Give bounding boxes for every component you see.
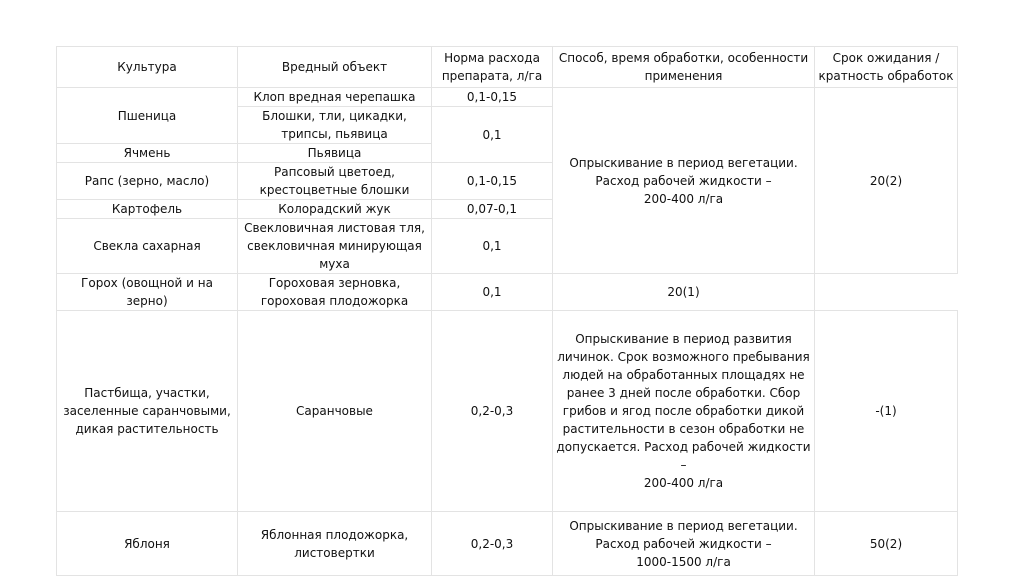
pest-line: свекловичная минирующая (247, 239, 422, 253)
method-line: Расход рабочей жидкости – (595, 536, 772, 551)
crop-barley: Ячмень (57, 144, 238, 163)
crop-wheat: Пшеница (57, 88, 238, 144)
crop-apple: Яблоня (57, 512, 238, 576)
rate-peas: 0,1 (432, 274, 553, 311)
table-row (57, 512, 958, 576)
pest-line: Яблонная плодожорка, (260, 527, 409, 542)
table-row (57, 274, 958, 311)
wait-pasture: -(1) (815, 311, 958, 512)
wait-apple: 50(2) (815, 512, 958, 576)
header-method (553, 47, 815, 88)
method-line: людей на обработанных площадях не (562, 368, 805, 382)
pest-line: трипсы, пьявица (281, 127, 388, 141)
pest-apple (238, 512, 432, 576)
wait-peas: 20(1) (553, 274, 815, 311)
header-rate-line: препарата, л/га (441, 69, 543, 83)
method-line: Расход рабочей жидкости – (595, 173, 772, 188)
pest-peas (238, 274, 432, 311)
method-line: Опрыскивание в период вегетации. (569, 518, 798, 533)
method-pasture (553, 311, 815, 512)
pest-line: листовертки (294, 545, 375, 560)
rate-wheat-barley: 0,1 (432, 107, 553, 163)
header-row (57, 47, 958, 88)
crop-beet: Свекла сахарная (57, 219, 238, 274)
method-line: Опрыскивание в период вегетации. (569, 155, 798, 170)
method-line: грибов и ягод после обработки дикой (562, 404, 805, 418)
pesticide-table (56, 46, 958, 576)
method-line: личинок. Срок возможного пребывания (557, 350, 810, 364)
method-vegetation (553, 88, 815, 274)
rate-wheat-bug: 0,1-0,15 (432, 88, 553, 107)
rate-potato: 0,07-0,1 (432, 200, 553, 219)
pest-line: Рапсовый цветоед, (274, 165, 395, 179)
header-wait-line: кратность обработок (818, 69, 954, 83)
header-crop: Культура (57, 47, 238, 88)
crop-line: Пастбища, участки, (84, 386, 210, 400)
method-line: допускается. Расход рабочей жидкости – (556, 440, 811, 472)
method-line: 1000-1500 л/га (636, 554, 731, 569)
header-pest: Вредный объект (238, 47, 432, 88)
rate-rapeseed: 0,1-0,15 (432, 163, 553, 200)
pest-line: Блошки, тли, цикадки, (262, 109, 407, 123)
method-line: 200-400 л/га (643, 476, 724, 490)
method-line: Опрыскивание в период развития (575, 332, 792, 346)
pest-barley: Пьявица (238, 144, 432, 163)
pest-potato: Колорадский жук (238, 200, 432, 219)
pest-line: Свекловичная листовая тля, (244, 221, 425, 235)
method-line: растительности в сезон обработки не (562, 422, 805, 436)
table-row (57, 88, 958, 107)
header-wait-line: Срок ожидания / (832, 51, 940, 65)
pest-pasture: Саранчовые (238, 311, 432, 512)
rate-pasture: 0,2-0,3 (432, 311, 553, 512)
rate-apple: 0,2-0,3 (432, 512, 553, 576)
pest-line: гороховая плодожорка (260, 294, 409, 308)
wait-main: 20(2) (815, 88, 958, 274)
crop-rapeseed: Рапс (зерно, масло) (57, 163, 238, 200)
pest-beet (238, 219, 432, 274)
pest-wheat-flea (238, 107, 432, 144)
method-line: ранее 3 дней после обработки. Сбор (566, 386, 801, 400)
method-line: 200-400 л/га (643, 191, 724, 206)
crop-potato: Картофель (57, 200, 238, 219)
pest-line: крестоцветные блошки (259, 183, 410, 197)
header-method-line: применения (644, 69, 723, 83)
pest-line: муха (319, 257, 350, 271)
header-rate-line: Норма расхода (444, 51, 540, 65)
table-row (57, 311, 958, 512)
pest-line: Гороховая зерновка, (268, 276, 401, 290)
pest-rapeseed (238, 163, 432, 200)
pest-wheat-bug: Клоп вредная черепашка (238, 88, 432, 107)
method-apple (553, 512, 815, 576)
header-method-line: Способ, время обработки, особенности (558, 51, 809, 65)
crop-pasture (57, 311, 238, 512)
header-wait (815, 47, 958, 88)
rate-beet: 0,1 (432, 219, 553, 274)
crop-line: заселенные саранчовыми, (63, 404, 231, 418)
crop-peas: Горох (овощной и на зерно) (57, 274, 238, 311)
header-rate (432, 47, 553, 88)
crop-line: дикая растительность (75, 422, 219, 436)
